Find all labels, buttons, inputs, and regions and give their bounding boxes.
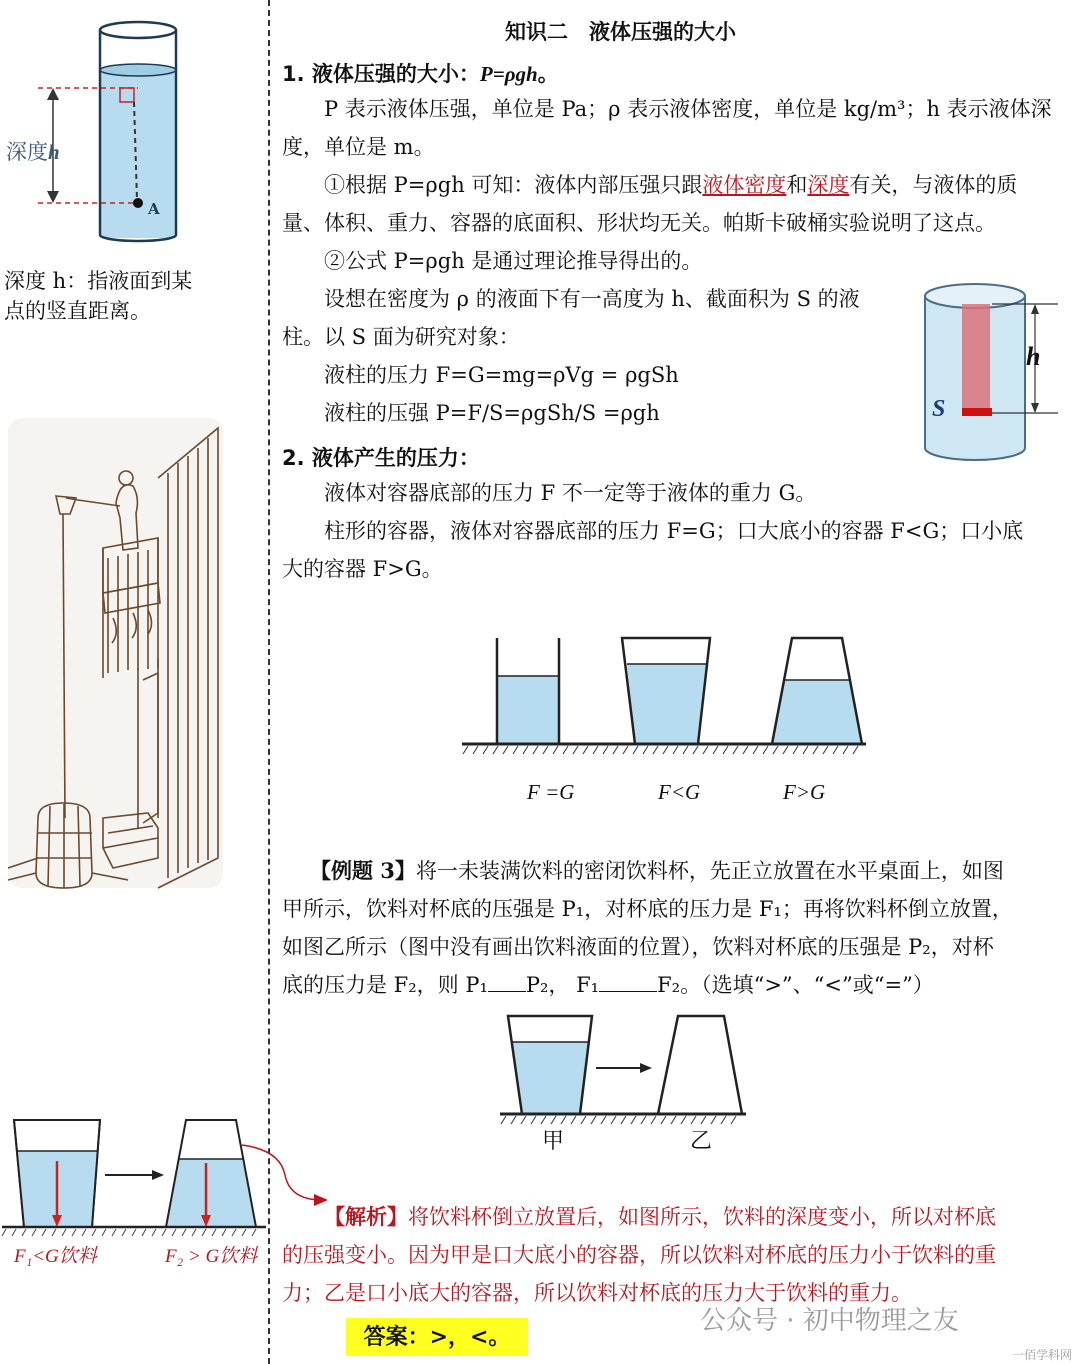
- depth-cylinder-figure: [0, 0, 270, 250]
- cylinder-h-label: h: [1026, 342, 1041, 371]
- section1-body: P 表示液体压强，单位是 Pa；ρ 表示液体密度，单位是 kg/m³；h 表示液体深 度，单位是 m。 ①根据 P=ρgh 可知：液体内部压强只跟液体密度和深度有关，与液体的质 量、体积、重力、容器的底面积、形状均无关。帕斯卡破桶实验说明了这点。 ②公式 P=ρgh 是通过理论推导得出的。 设想在密度为 ρ 的液面下有一高度为 h、截面积为 S 的液 柱。以 S 面为研究对象： 液柱的压力 F=G=mg=ρVg = ρgSh 液柱的压强 P=F/S=ρgSh/S =ρgh: [282, 97, 1052, 425]
- cylinder-s-label: S: [932, 396, 946, 422]
- section-title: 知识二 液体压强的大小: [505, 20, 736, 44]
- example-cups-figure: [498, 1012, 748, 1132]
- analysis: 【解析】将饮料杯倒立放置后，如图所示，饮料的深度变小，所以对杯底 的压强变小。因为甲是口大底小的容器，所以饮料对杯底的压力小于饮料的重 力；乙是口小底大的容器，所以饮料对杯底的压力大于饮料的重力。: [282, 1204, 996, 1305]
- point-a-label: A: [148, 200, 160, 218]
- watermark: 公众号 · 初中物理之友: [700, 1306, 959, 1336]
- fig-yi-label: 乙: [690, 1129, 713, 1154]
- containers-figure: [460, 636, 870, 756]
- f1-label: F₁<G饮料: [14, 1246, 97, 1267]
- depth-definition: 深度 h：指液面到某 点的竖直距离。: [4, 269, 193, 323]
- f2-label: F₂ > G饮料: [165, 1246, 258, 1267]
- label-f-eq-g: F =G: [527, 780, 575, 804]
- left-cups-figure: [0, 1115, 270, 1245]
- blank-p[interactable]: [488, 971, 526, 992]
- fig-jia-label: 甲: [542, 1129, 565, 1154]
- pascal-barrel-illustration: [8, 418, 223, 888]
- label-f-gt-g: F>G: [783, 780, 826, 804]
- label-f-lt-g: F<G: [658, 780, 701, 804]
- answer-box: 答案：>，<。: [346, 1318, 528, 1356]
- liquid-column-cylinder: [920, 278, 1070, 463]
- depth-label: 深度h: [6, 140, 60, 164]
- watermark-site: 一佰学科网: [1012, 1348, 1073, 1362]
- section1-heading: 1. 液体压强的大小：P=ρgh。: [282, 62, 559, 86]
- section2-body: 液体对容器底部的压力 F 不一定等于液体的重力 G。 柱形的容器，液体对容器底部的压力 F=G；口大底小的容器 F<G；口小底 大的容器 F>G。: [282, 481, 1024, 581]
- example-3: 【例题 3】将一未装满饮料的密闭饮料杯，先正立放置在水平桌面上，如图 甲所示，饮料对杯底的压强是 P₁，对杯底的压力是 F₁；再将饮料杯倒立放置， 如图乙所示（图中没有画出饮料液面的位置），饮料对杯底的压强是 P₂，对杯 底的压力是 F₂，则 P₁ P₂， F₁ F₂。（选填“>”、“<”或“=”）: [282, 858, 1013, 997]
- blank-f[interactable]: [599, 971, 657, 992]
- section2-heading: 2. 液体产生的压力：: [282, 446, 480, 470]
